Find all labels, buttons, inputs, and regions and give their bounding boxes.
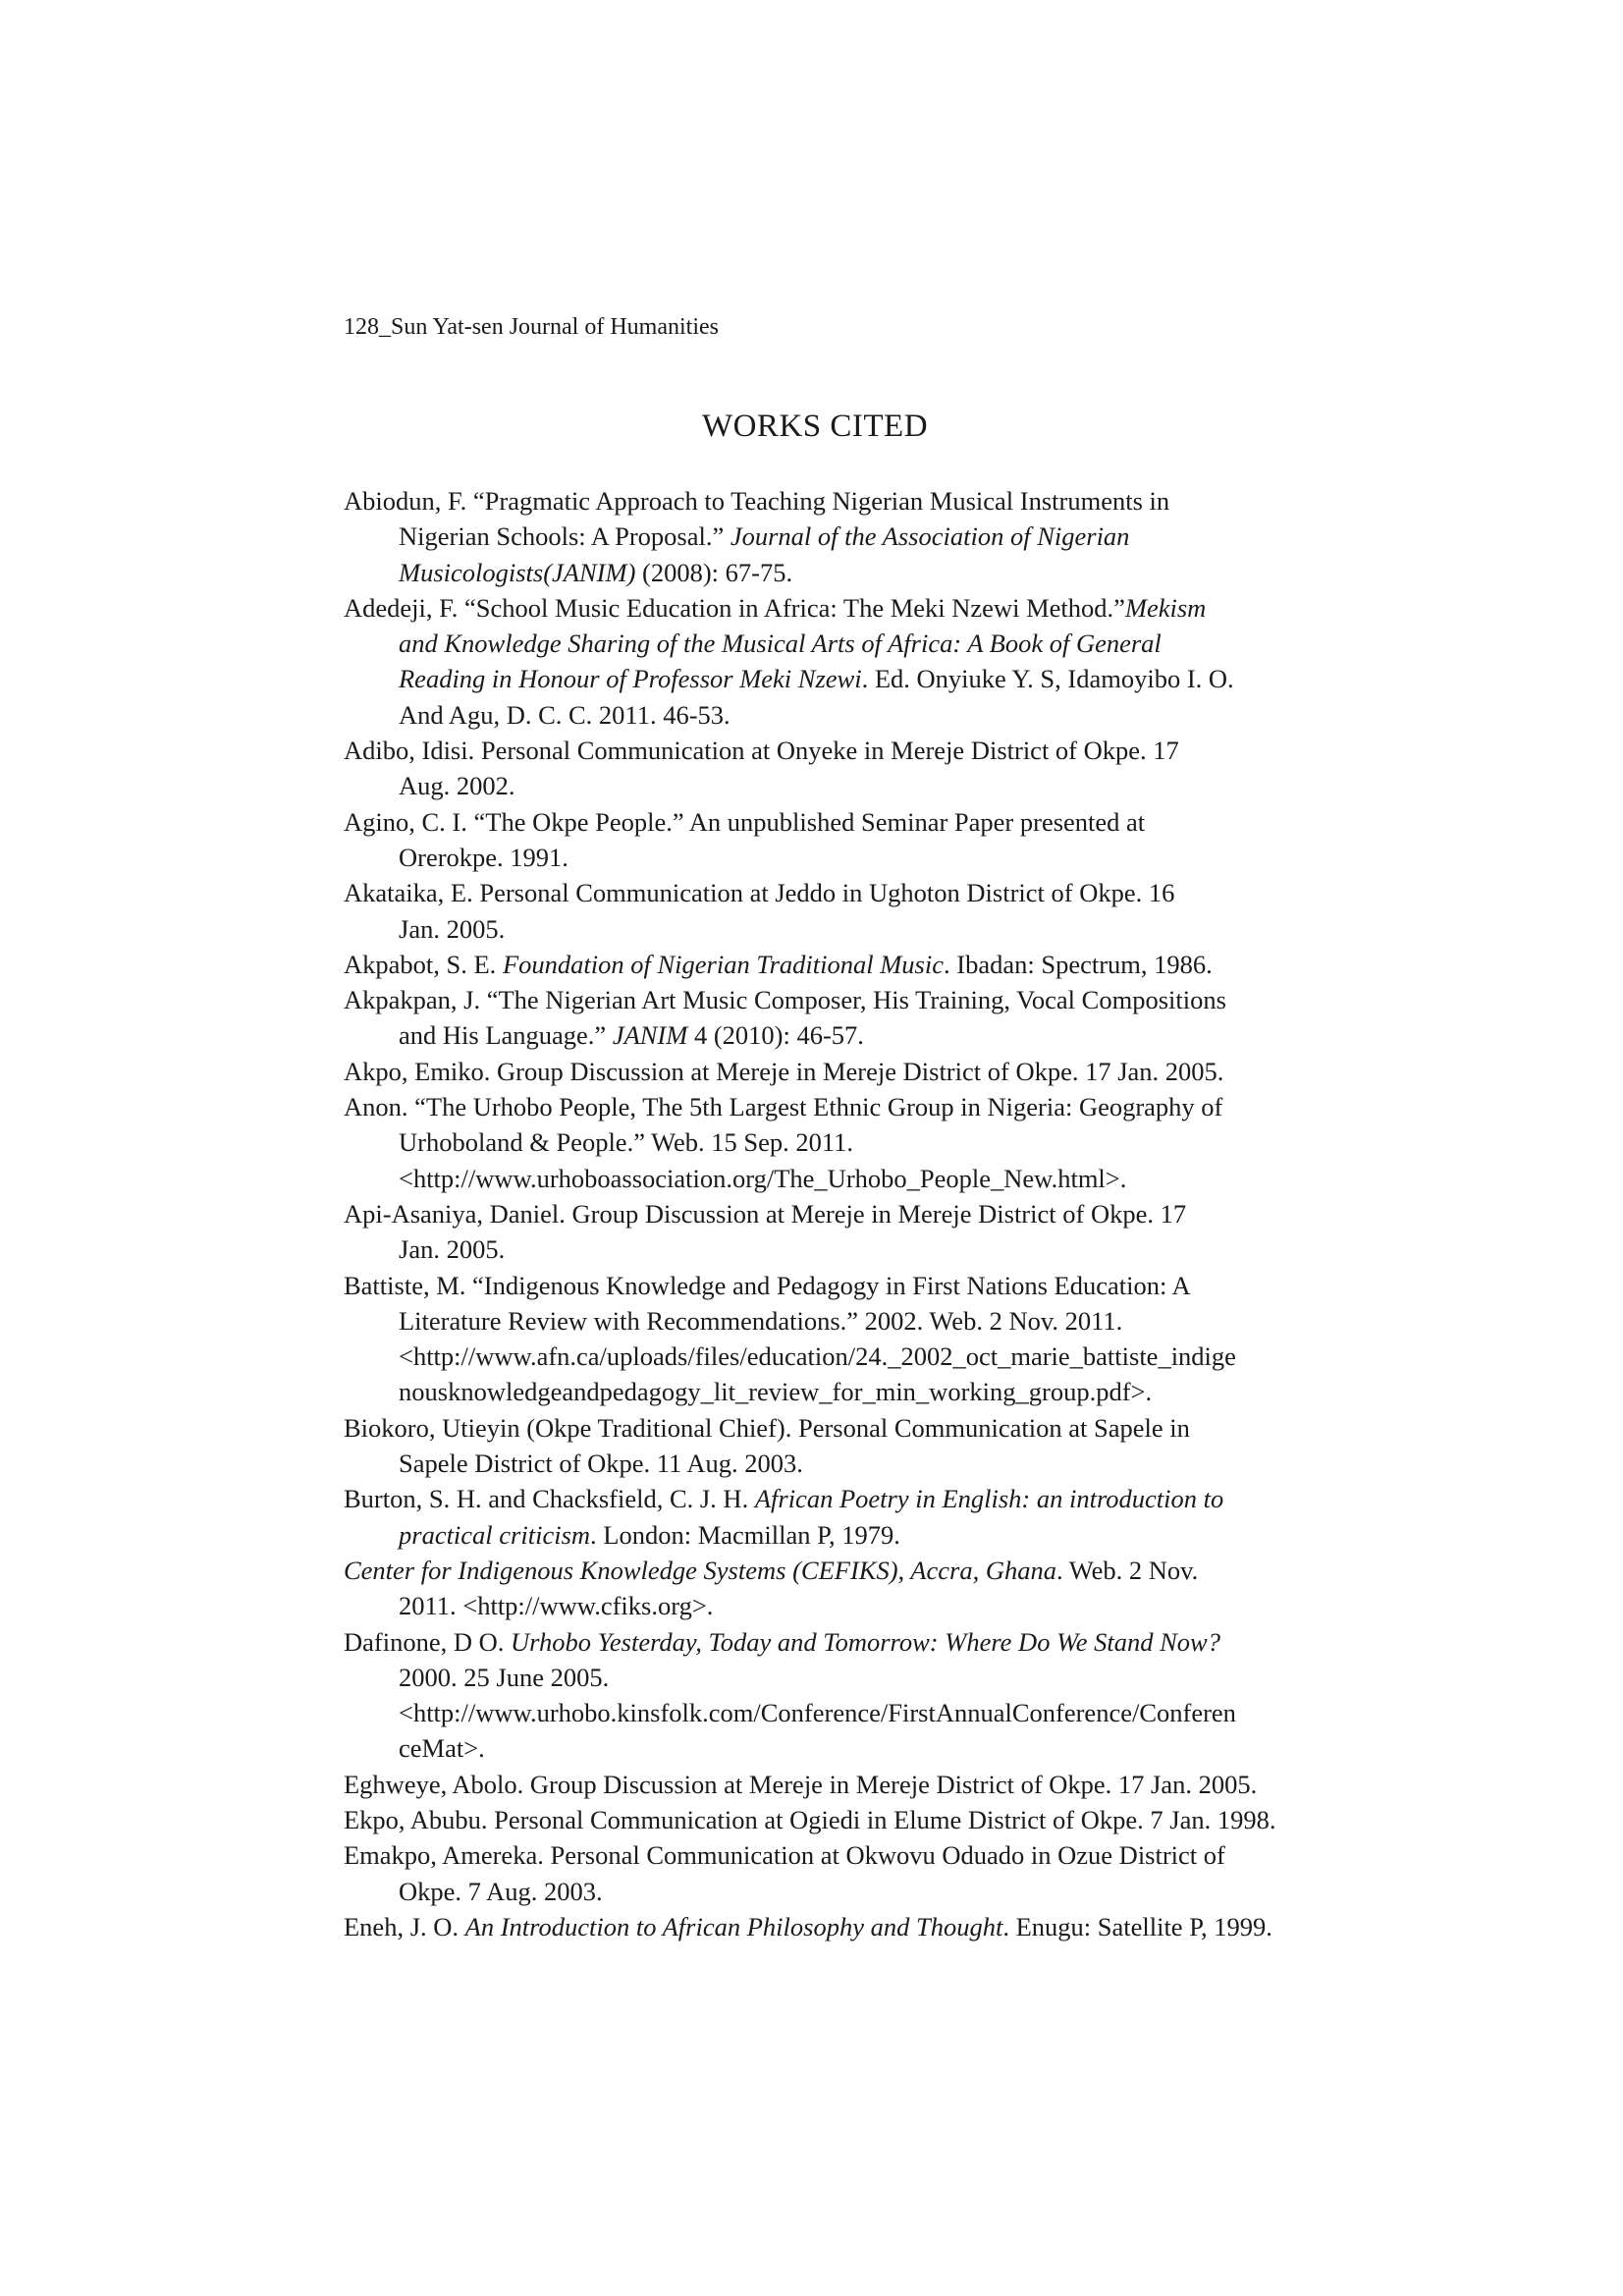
citation-text: Orerokpe. 1991. xyxy=(399,842,568,872)
citation-text: Nigerian Schools: A Proposal.” xyxy=(399,521,730,552)
citation-text: Biokoro, Utieyin (Okpe Traditional Chief). Personal Communication at Sapele in xyxy=(344,1412,1190,1443)
citation-title-text: Foundation of Nigerian Traditional Music xyxy=(502,949,944,979)
citation-text: Literature Review with Recommendations.” 2002. Web. 2 Nov. 2011. xyxy=(399,1305,1123,1336)
citation-entry xyxy=(344,1802,1286,1837)
citation-text: 2011. <http://www.cfiks.org>. xyxy=(399,1591,714,1621)
citation-text: Battiste, M. “Indigenous Knowledge and Pedagogy in First Nations Education: A xyxy=(344,1270,1191,1300)
citation-text: Eneh, J. O. xyxy=(344,1911,465,1941)
citation-entry xyxy=(344,1624,1286,1767)
citation-entry xyxy=(344,1054,1286,1089)
citation-text: <http://www.urhoboassociation.org/The_Urhobo_People_New.html>. xyxy=(399,1163,1127,1193)
citation-text: Akpabot, S. E. xyxy=(344,949,503,979)
citation-text: Dafinone, D O. xyxy=(344,1626,511,1657)
citation-text: 2000. 25 June 2005. xyxy=(399,1662,610,1692)
citation-entry xyxy=(344,590,1286,733)
citation-text: <http://www.urhobo.kinsfolk.com/Conference/FirstAnnualConference/Conferen xyxy=(399,1698,1236,1728)
citation-text: Api-Asaniya, Daniel. Group Discussion at Mereje in Mereje District of Okpe. 17 xyxy=(344,1198,1187,1229)
citation-text: nousknowledgeandpedagogy_lit_review_for_min_working_group.pdf>. xyxy=(399,1377,1153,1407)
citation-title-text: practical criticism xyxy=(399,1519,591,1550)
citation-text: Okpe. 7 Aug. 2003. xyxy=(399,1876,603,1906)
citation-text: Burton, S. H. and Chacksfield, C. J. H. xyxy=(344,1484,755,1514)
citation-text: . Web. 2 Nov. xyxy=(1055,1555,1199,1585)
works-cited-list xyxy=(344,483,1286,1944)
citation-title-text: Urhobo Yesterday, Today and Tomorrow: Where Do We Stand Now? xyxy=(511,1626,1220,1657)
citation-entry xyxy=(344,804,1286,876)
citation-text: Jan. 2005. xyxy=(399,1234,506,1265)
citation-entry xyxy=(344,1767,1286,1802)
citation-title-text: JANIM xyxy=(612,1020,688,1051)
citation-text: Urhoboland & People.” Web. 15 Sep. 2011. xyxy=(399,1127,854,1158)
citation-title-text: Musicologists(JANIM) xyxy=(399,557,636,587)
citation-text: 4 (2010): 46-57. xyxy=(687,1020,864,1051)
citation-entry xyxy=(344,483,1286,590)
citation-entry xyxy=(344,1089,1286,1196)
citation-entry xyxy=(344,1196,1286,1268)
citation-title-text: and Knowledge Sharing of the Musical Arts of Africa: A Book of General xyxy=(399,629,1162,659)
citation-entry xyxy=(344,1268,1286,1410)
citation-entry xyxy=(344,1410,1286,1482)
citation-entry xyxy=(344,947,1286,982)
citation-text: Abiodun, F. “Pragmatic Approach to Teaching Nigerian Musical Instruments in xyxy=(344,486,1170,516)
citation-text: And Agu, D. C. C. 2011. 46-53. xyxy=(399,699,730,730)
citation-text: Akpakpan, J. “The Nigerian Art Music Composer, His Training, Vocal Compositions xyxy=(344,985,1226,1015)
citation-text: Eghweye, Abolo. Group Discussion at Mereje in Mereje District of Okpe. 17 Jan. 2005. xyxy=(344,1769,1258,1799)
citation-text: Ekpo, Abubu. Personal Communication at Ogiedi in Elume District of Okpe. 7 Jan. 1998. xyxy=(344,1804,1276,1834)
citation-text: . Enugu: Satellite P, 1999. xyxy=(1002,1911,1272,1941)
citation-text: Sapele District of Okpe. 11 Aug. 2003. xyxy=(399,1449,803,1479)
citation-text: . London: Macmillan P, 1979. xyxy=(590,1519,900,1550)
section-title: WORKS CITED xyxy=(701,409,929,444)
citation-title-text: African Poetry in English: an introduction to xyxy=(754,1484,1224,1514)
running-head: 128_Sun Yat-sen Journal of Humanities xyxy=(344,314,719,340)
citation-entry xyxy=(344,1909,1286,1944)
citation-text: ceMat>. xyxy=(399,1733,485,1764)
citation-title-text: An Introduction to African Philosophy and Thought xyxy=(464,1911,1003,1941)
citation-title-text: Reading in Honour of Professor Meki Nzewi xyxy=(399,664,862,694)
citation-text: Agino, C. I. “The Okpe People.” An unpublished Seminar Paper presented at xyxy=(344,806,1146,837)
citation-text: Anon. “The Urhobo People, The 5th Largest Ethnic Group in Nigeria: Geography of xyxy=(344,1092,1223,1122)
citation-entry xyxy=(344,1837,1286,1909)
citation-text: and His Language.” xyxy=(399,1020,613,1051)
citation-entry xyxy=(344,1553,1286,1624)
citation-title-text: Mekism xyxy=(1124,592,1207,623)
citation-title-text: Journal of the Association of Nigerian xyxy=(730,521,1130,552)
citation-entry xyxy=(344,875,1286,947)
citation-title-text: Center for Indigenous Knowledge Systems (CEFIKS), Accra, Ghana xyxy=(344,1555,1056,1585)
citation-text: Emakpo, Amereka. Personal Communication at Okwovu Oduado in Ozue District of xyxy=(344,1840,1225,1871)
citation-text: Akataika, E. Personal Communication at Jeddo in Ughoton District of Okpe. 16 xyxy=(344,878,1175,908)
citation-text: <http://www.afn.ca/uploads/files/education/24._2002_oct_marie_battiste_indige xyxy=(399,1341,1236,1372)
citation-text: . Ed. Onyiuke Y. S, Idamoyibo I. O. xyxy=(861,664,1234,694)
citation-text: Jan. 2005. xyxy=(399,913,506,944)
citation-entry xyxy=(344,733,1286,804)
citation-entry xyxy=(344,982,1286,1054)
citation-text: Akpo, Emiko. Group Discussion at Mereje in Mereje District of Okpe. 17 Jan. 2005. xyxy=(344,1056,1224,1086)
citation-text: . Ibadan: Spectrum, 1986. xyxy=(944,949,1213,979)
citation-text: (2008): 67-75. xyxy=(635,557,793,587)
citation-text: Adedeji, F. “School Music Education in Africa: The Meki Nzewi Method.” xyxy=(344,592,1125,623)
citation-text: Adibo, Idisi. Personal Communication at Onyeke in Mereje District of Okpe. 17 xyxy=(344,736,1179,766)
citation-entry xyxy=(344,1481,1286,1553)
citation-text: Aug. 2002. xyxy=(399,771,515,801)
